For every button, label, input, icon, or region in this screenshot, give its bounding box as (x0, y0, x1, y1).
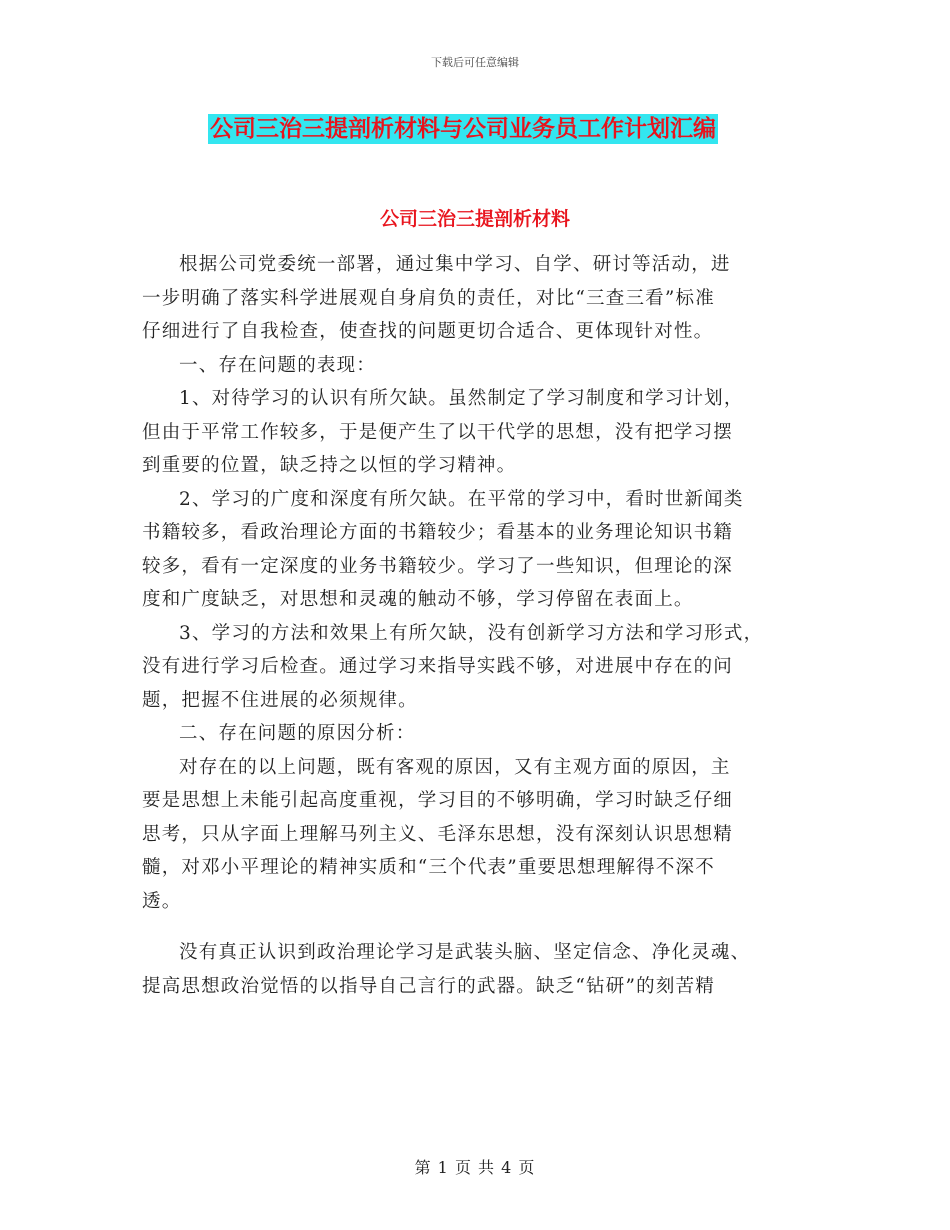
text-line: 要是思想上未能引起高度重视，学习目的不够明确，学习时缺乏仔细 (142, 790, 734, 811)
text-line: 根据公司党委统一部署，通过集中学习、自学、研讨等活动，进 (179, 254, 731, 275)
text-line: 二、存在问题的原因分析： (179, 723, 416, 744)
text-line: 髓，对邓小平理论的精神实质和“三个代表”重要思想理解得不深不 (142, 857, 715, 878)
document-body (142, 248, 822, 1003)
text-line: 到重要的位置，缺乏持之以恒的学习精神。 (142, 455, 517, 476)
text-line: 没有进行学习后检查。通过学习来指导实践不够，对进展中存在的问 (142, 656, 734, 677)
text-line: 2、学习的广度和深度有所欠缺。在平常的学习中，看时世新闻类 (179, 488, 744, 510)
paragraph-intro (142, 248, 822, 349)
text-line: 题，把握不住进展的必须规律。 (142, 689, 418, 711)
paragraph-problem-1 (142, 382, 822, 483)
text-line: 透。 (142, 890, 182, 912)
text-line: 提高思想政治觉悟的以指导自己言行的武器。缺乏“钻研”的刻苦精 (142, 975, 715, 997)
heading-problems (142, 349, 822, 383)
text-line: 3、学习的方法和效果上有所欠缺，没有创新学习方法和学习形式， (179, 622, 764, 644)
text-line: 书籍较多，看政治理论方面的书籍较少；看基本的业务理论知识书籍 (142, 522, 734, 543)
text-line: 但由于平常工作较多，于是便产生了以干代学的思想，没有把学习摆 (142, 421, 734, 443)
text-line: 没有真正认识到政治理论学习是武装头脑、坚定信念、净化灵魂、 (179, 942, 751, 963)
text-line: 思考，只从字面上理解马列主义、毛泽东思想，没有深刻认识思想精 (142, 823, 734, 845)
section-title: 公司三治三提剖析材料 (379, 208, 570, 230)
header-note: 下载后可任意编辑 (431, 56, 519, 69)
paragraph-awareness (142, 936, 822, 1003)
text-line: 较多，看有一定深度的业务书籍较少。学习了一些知识，但理论的深 (142, 555, 734, 577)
page-footer: 第 1 页 共 4 页 (414, 1158, 536, 1177)
paragraph-causes (142, 751, 822, 919)
paragraph-problem-2 (142, 483, 822, 617)
text-line: 一、存在问题的表现： (179, 354, 377, 376)
text-line: 对存在的以上问题，既有客观的原因，又有主观方面的原因，主 (179, 756, 731, 778)
text-line: 一步明确了落实科学进展观自身肩负的责任，对比“三查三看”标准 (142, 287, 715, 309)
text-line: 仔细进行了自我检查，使查找的问题更切合适合、更体现针对性。 (142, 321, 714, 342)
text-line: 度和广度缺乏，对思想和灵魂的触动不够，学习停留在表面上。 (142, 589, 694, 610)
paragraph-problem-3 (142, 617, 822, 718)
text-line: 1、对待学习的认识有所欠缺。虽然制定了学习制度和学习计划， (179, 388, 744, 409)
document-main-title: 公司三治三提剖析材料与公司业务员工作计划汇编 (210, 116, 716, 142)
heading-causes (142, 717, 822, 751)
